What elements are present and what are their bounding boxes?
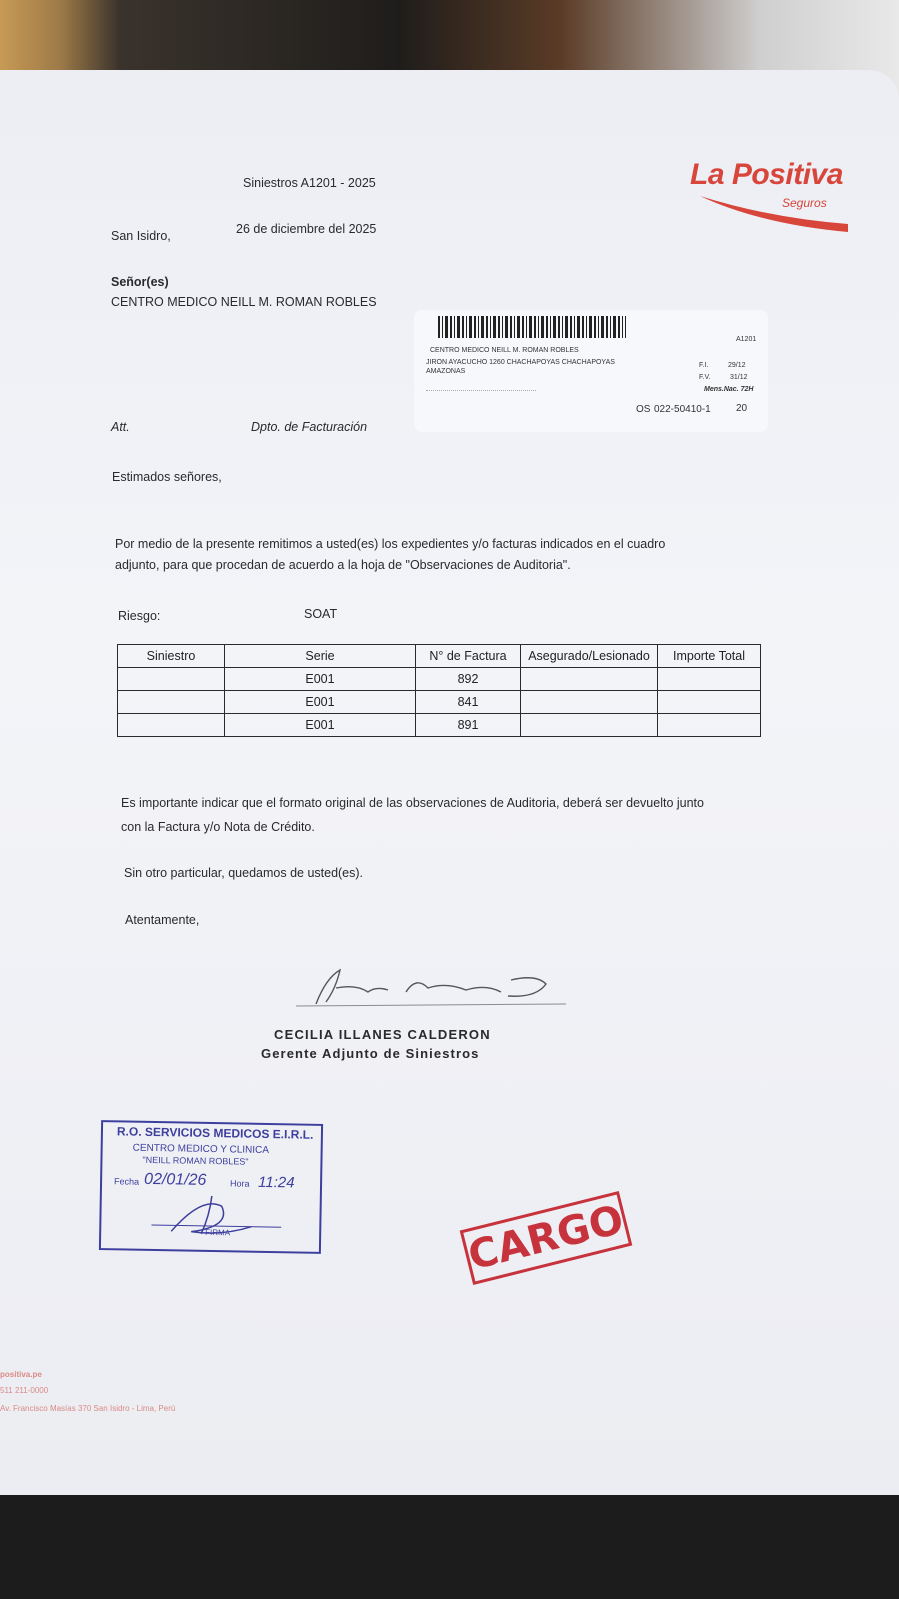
place: San Isidro, xyxy=(111,229,171,243)
table-header-cell: Siniestro xyxy=(118,645,225,668)
claim-reference: Siniestros A1201 - 2025 xyxy=(243,176,376,190)
table-cell: 841 xyxy=(416,691,521,714)
signer-name: CECILIA ILLANES CALDERON xyxy=(274,1027,491,1042)
os-label: OS xyxy=(636,404,651,415)
label-code: A1201 xyxy=(736,336,757,343)
table-row xyxy=(118,668,761,691)
invoice-table xyxy=(117,644,761,737)
handwritten-signature-icon xyxy=(296,958,566,1014)
stamp-line2: CENTRO MEDICO Y CLINICA xyxy=(132,1142,270,1157)
label-line1: CENTRO MEDICO NEILL M. ROMAN ROBLES xyxy=(430,347,579,354)
paragraph2-line2: con la Factura y/o Nota de Crédito. xyxy=(121,820,315,834)
table-cell xyxy=(658,691,761,714)
risk-label: Riesgo: xyxy=(118,609,161,623)
company-logo: La Positiva xyxy=(690,158,843,191)
label-line3: AMAZONAS xyxy=(426,368,466,375)
paragraph1-line2: adjunto, para que procedan de acuerdo a la hoja de "Observaciones de Auditoria". xyxy=(115,558,571,572)
label-divider xyxy=(426,390,536,391)
table-cell xyxy=(118,691,225,714)
table-row xyxy=(118,691,761,714)
table-header-cell: Asegurado/Lesionado xyxy=(521,645,658,668)
letter-page xyxy=(0,70,899,1495)
fv-label: F.V. xyxy=(699,374,711,381)
table-header-row xyxy=(118,645,761,668)
signer-title: Gerente Adjunto de Siniestros xyxy=(261,1046,480,1061)
table-header-cell: Importe Total xyxy=(658,645,761,668)
table-cell xyxy=(521,691,658,714)
att-label: Att. xyxy=(111,420,130,434)
company-stamp xyxy=(99,1120,323,1254)
label-line2: JIRON AYACUCHO 1260 CHACHAPOYAS CHACHAPOYAS xyxy=(426,359,615,366)
logo-subtitle: Seguros xyxy=(782,196,827,210)
table-row xyxy=(118,714,761,737)
table-cell: E001 xyxy=(225,714,416,737)
footer-address: Av. Francisco Masías 370 San Isidro - Lima, Perú xyxy=(0,1404,176,1413)
table-header-cell: N° de Factura xyxy=(416,645,521,668)
os-extra: 20 xyxy=(736,403,748,414)
risk-value: SOAT xyxy=(304,607,338,621)
table-cell xyxy=(118,714,225,737)
stamp-line1: R.O. SERVICIOS MEDICOS E.I.R.L. xyxy=(116,1124,314,1142)
table-cell xyxy=(521,668,658,691)
table-cell xyxy=(118,668,225,691)
os-value: 022-50410-1 xyxy=(654,404,711,415)
table-cell xyxy=(658,714,761,737)
farewell: Atentamente, xyxy=(125,913,200,927)
mens-text: Mens.Nac. 72H xyxy=(704,386,754,393)
stamp-hora-value: 11:24 xyxy=(257,1173,295,1192)
fi-value: 29/12 xyxy=(728,362,746,369)
greeting: Estimados señores, xyxy=(112,470,222,484)
stamp-fecha-label: Fecha xyxy=(113,1176,140,1187)
table-header-cell: Serie xyxy=(225,645,416,668)
stamp-line3: "NEILL ROMAN ROBLES" xyxy=(142,1154,249,1167)
letter-date: 26 de diciembre del 2025 xyxy=(236,222,377,236)
table-cell xyxy=(521,714,658,737)
paragraph2-line1: Es importante indicar que el formato original de las observaciones de Auditoria, deberá ser devuelto junto xyxy=(121,796,704,810)
paragraph1-line1: Por medio de la presente remitimos a usted(es) los expedientes y/o facturas indicados en el cuadro xyxy=(115,537,666,551)
logo-swoosh-icon xyxy=(700,188,850,236)
stamp-fecha-value: 02/01/26 xyxy=(143,1170,207,1189)
cargo-stamp: CARGO xyxy=(460,1191,633,1285)
table-cell xyxy=(658,668,761,691)
table-cell: E001 xyxy=(225,691,416,714)
salutation-label: Señor(es) xyxy=(111,275,169,289)
address-label xyxy=(414,310,768,432)
barcode-icon xyxy=(438,316,626,338)
fv-value: 31/12 xyxy=(730,374,748,381)
att-value: Dpto. de Facturación xyxy=(251,420,368,434)
footer-web: positiva.pe xyxy=(0,1370,42,1379)
footer-phone: 511 211-0000 xyxy=(0,1386,49,1395)
paragraph3: Sin otro particular, quedamos de usted(es). xyxy=(124,866,364,880)
table-cell: 891 xyxy=(416,714,521,737)
table-cell: E001 xyxy=(225,668,416,691)
stamp-firma-label: FIRMA xyxy=(205,1227,231,1238)
stamp-hora-label: Hora xyxy=(229,1178,250,1189)
table-cell: 892 xyxy=(416,668,521,691)
recipient-name: CENTRO MEDICO NEILL M. ROMAN ROBLES xyxy=(111,295,377,309)
fi-label: F.I. xyxy=(699,362,709,369)
